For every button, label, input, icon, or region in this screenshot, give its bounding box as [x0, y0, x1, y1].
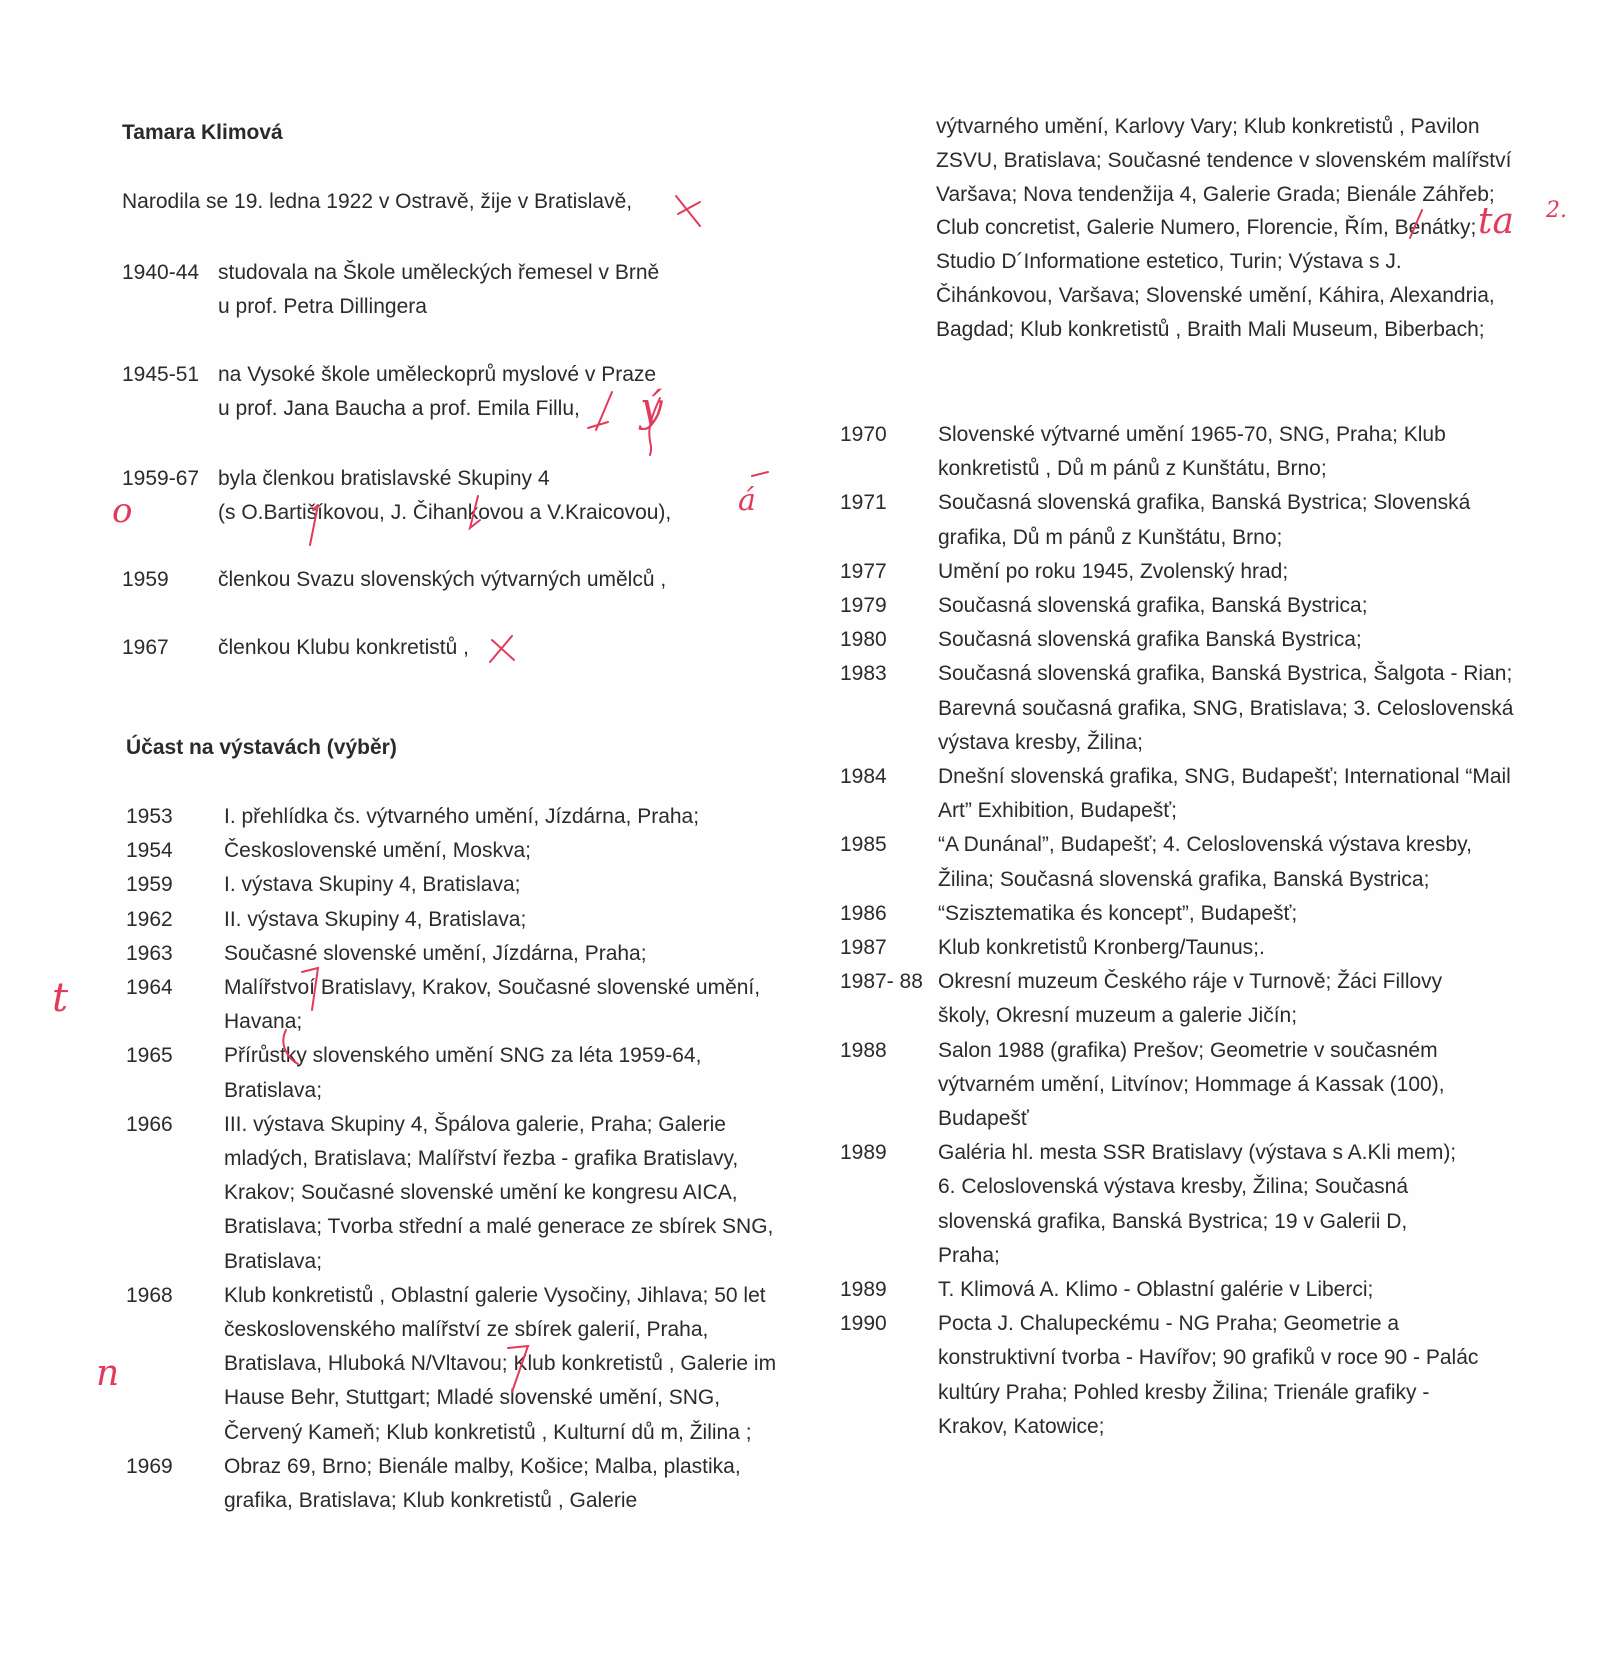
exhibition-row — [126, 937, 806, 971]
exhibition-year: 1969 — [126, 1454, 173, 1478]
exhibition-text: Československé umění, Moskva; — [224, 839, 531, 863]
exhibition-text: Umění po roku 1945, Zvolenský hrad; — [938, 559, 1289, 583]
exhibition-row — [840, 623, 1520, 657]
exhibition-year: 1987- 88 — [840, 970, 923, 994]
exhibition-row — [840, 555, 1520, 589]
exhibitions-right-list — [840, 418, 1520, 1444]
proof-note: á — [738, 483, 756, 518]
exhibitions-heading: Účast na výstavách (výběr) — [126, 736, 397, 759]
bio-text: studovala na Škole uměleckých řemesel v Brně — [218, 261, 660, 284]
exhibition-year: 1986 — [840, 901, 887, 925]
exhibition-row — [126, 903, 806, 937]
bio-year: 1967 — [122, 636, 169, 659]
exhibition-text: Přírůstky slovenského umění SNG za léta 1959-64, Bratislava; — [224, 1044, 702, 1102]
exhibition-year: 1968 — [126, 1283, 173, 1307]
exhibition-text: III. výstava Skupiny 4, Špálova galerie, Praha; Galerie mladých, Bratislava; Malířství řezba - grafika Bratislavy, Krakov; Současné slovenské umění ke kongresu AICA, Bratislava; Tvorba střední a malé generace ze sbírek SNG, Bratislava; — [224, 1112, 774, 1273]
exhibition-text: II. výstava Skupiny 4, Bratislava; — [224, 907, 527, 931]
exhibition-row — [840, 418, 1520, 486]
artist-name: Tamara Klimová — [122, 121, 283, 144]
exhibition-year: 1964 — [126, 976, 173, 1000]
bio-text: členkou Svazu slovenských výtvarných umělců , — [218, 568, 667, 591]
bio-entry — [122, 256, 742, 324]
exhibition-text: “Szisztematika és koncept”, Budapešť; — [938, 901, 1298, 925]
exhibition-text: Současná slovenská grafika, Banská Bystrica; — [938, 594, 1368, 618]
bio-entry — [122, 563, 742, 597]
proof-note: 2. — [1546, 198, 1567, 223]
exhibition-text: “A Dunánal”, Budapešť; 4. Celoslovenská výstava kresby, Žilina; Současná slovenská grafika, Banská Bystrica; — [938, 833, 1472, 891]
exhibition-row — [840, 1307, 1480, 1444]
exhibition-row — [126, 1108, 791, 1279]
exhibition-text: Současné slovenské umění, Jízdárna, Praha; — [224, 941, 647, 965]
exhibition-continuation: výtvarného umění, Karlovy Vary; Klub konkretistů , Pavilon ZSVU, Bratislava; Současné tendence v slovenském malířství Varšava; Nova tendenžija 4, Galerie Grada; Bienále Záhřeb; Club concretist, Galerie Numero, Florencie, Řím, Benátky; Studio D´Informatione estetico, Turin; Výstava s J. Čihánkovou, Varšava; Slovenské umění, Káhira, Alexandria, Bagdad; Klub konkretistů , Braith Mali Museum, Biberbach; — [936, 115, 1512, 341]
proof-note: n — [96, 1353, 120, 1394]
exhibition-row — [840, 657, 1520, 760]
bio-text-2: u prof. Jana Baucha a prof. Emila Fillu, — [218, 397, 580, 420]
exhibition-year: 1983 — [840, 662, 887, 686]
bio-text: členkou Klubu konkretistů , — [218, 636, 469, 659]
accent-mark-icon — [752, 472, 768, 476]
exhibition-text: Obraz 69, Brno; Bienále malby, Košice; Malba, plastika, grafika, Bratislava; Klub konkretistů , Galerie — [224, 1454, 741, 1513]
exhibition-text: Současná slovenská grafika, Banská Bystrica, Šalgota - Rian; Barevná současná grafika, SNG, Bratislava; 3. Celoslovenská výstava kresby, Žilina; — [938, 662, 1514, 754]
exhibition-row — [126, 1039, 766, 1107]
exhibition-year: 1989 — [840, 1278, 887, 1302]
bio-text-2: (s O.Bartišíkovou, J. Čihankovou a V.Kraicovou), — [218, 501, 672, 524]
exhibition-year: 1989 — [840, 1141, 887, 1165]
exhibition-text: Galéria hl. mesta SSR Bratislavy (výstava s A.Kli mem); 6. Celoslovenská výstava kresby, Žilina; Současná slovenská grafika, Banská Bystrica; 19 v Galerii D, Praha; — [938, 1141, 1457, 1267]
proof-note: ta — [1478, 201, 1514, 242]
bio-text: byla členkou bratislavské Skupiny 4 — [218, 467, 550, 490]
bio-year: 1945-51 — [122, 363, 200, 386]
exhibition-year: 1988 — [840, 1038, 887, 1062]
exhibition-text: Pocta J. Chalupeckému - NG Praha; Geometrie a konstruktivní tvorba - Havířov; 90 grafiků v roce 90 - Palác kultúry Praha; Pohled kresby Žilina; Trienále grafiky - Krakov, Katowice; — [938, 1312, 1479, 1438]
exhibition-row — [840, 1273, 1520, 1307]
exhibition-row — [126, 868, 806, 902]
bio-year: 1959 — [122, 568, 169, 591]
exhibition-text: Malířstvoí Bratislavy, Krakov, Současné slovenské umění, Havana; — [224, 976, 761, 1034]
exhibition-year: 1980 — [840, 628, 887, 652]
proof-note: o — [112, 491, 133, 531]
exhibition-text: Klub konkretistů , Oblastní galerie Vysočiny, Jihlava; 50 let československého malířství ze sbírek galerií, Praha, Bratislava, Hluboká N/Vltavou; Klub konkretistů , Galerie im Hause Behr, Stuttgart; Mladé slovenské umění, SNG, Červený Kameň; Klub konkretistů , Kulturní dů m, Žilina ; — [224, 1283, 777, 1444]
proof-note: ý — [640, 385, 663, 431]
exhibition-year: 1979 — [840, 594, 887, 618]
exhibition-year: 1990 — [840, 1312, 887, 1336]
intro-text: Narodila se 19. ledna 1922 v Ostravě, žije v Bratislavě, — [122, 190, 633, 213]
exhibition-row — [126, 1279, 796, 1450]
exhibition-text: Slovenské výtvarné umění 1965-70, SNG, Praha; Klub konkretistů , Dů m pánů z Kunštátu, Brno; — [938, 423, 1446, 481]
delete-mark-icon — [676, 196, 700, 226]
exhibition-row — [840, 589, 1520, 623]
exhibition-text: Současná slovenská grafika, Banská Bystrica; Slovenská grafika, Dů m pánů z Kunštátu, Brno; — [938, 491, 1471, 549]
bio-entry — [122, 462, 742, 530]
exhibition-text: I. přehlídka čs. výtvarného umění, Jízdárna, Praha; — [224, 805, 700, 828]
exhibition-text: Klub konkretistů Kronberg/Taunus;. — [938, 936, 1265, 960]
exhibition-row — [126, 800, 806, 834]
bio-year: 1940-44 — [122, 261, 200, 284]
exhibition-year: 1977 — [840, 559, 887, 583]
bio-entry — [122, 631, 742, 665]
exhibition-year: 1963 — [126, 941, 173, 965]
exhibition-year: 1984 — [840, 765, 887, 789]
exhibition-year: 1987 — [840, 936, 887, 960]
exhibition-row — [126, 1450, 796, 1518]
exhibitions-left-list — [126, 800, 806, 1518]
exhibition-year: 1962 — [126, 907, 173, 931]
proof-note: t — [52, 975, 69, 1021]
exhibition-row — [840, 486, 1520, 554]
exhibition-year: 1959 — [126, 873, 173, 897]
exhibition-text: Současná slovenská grafika Banská Bystrica; — [938, 628, 1362, 652]
exhibition-row — [840, 1136, 1460, 1273]
bio-text: na Vysoké škole uměleckoprů myslové v Praze — [218, 363, 657, 386]
exhibition-text: Salon 1988 (grafika) Prešov; Geometrie v současném výtvarném umění, Litvínov; Hommage á Kassak (100), Budapešť — [938, 1038, 1445, 1131]
bio-text-2: u prof. Petra Dillingera — [218, 295, 427, 318]
exhibition-year: 1954 — [126, 839, 173, 863]
exhibition-row — [840, 931, 1520, 965]
exhibition-row — [840, 965, 1480, 1033]
exhibition-year: 1953 — [126, 805, 173, 828]
exhibition-row — [126, 834, 806, 868]
exhibition-year: 1966 — [126, 1112, 173, 1136]
exhibition-row — [840, 1034, 1520, 1137]
exhibition-row — [840, 760, 1520, 828]
exhibition-row — [126, 971, 766, 1039]
bio-year: 1959-67 — [122, 467, 200, 490]
exhibition-text: Okresní muzeum Českého ráje v Turnově; Žáci Fillovy školy, Okresní muzeum a galerie Jičín; — [938, 970, 1443, 1028]
exhibition-year: 1965 — [126, 1044, 173, 1068]
exhibition-row — [840, 828, 1480, 896]
exhibition-year: 1971 — [840, 491, 887, 515]
exhibition-text: I. výstava Skupiny 4, Bratislava; — [224, 873, 521, 897]
exhibition-year: 1985 — [840, 833, 887, 857]
exhibition-row — [840, 897, 1520, 931]
exhibition-text: T. Klimová A. Klimo - Oblastní galérie v Liberci; — [938, 1278, 1374, 1302]
exhibition-year: 1970 — [840, 423, 887, 446]
exhibition-text: Dnešní slovenská grafika, SNG, Budapešť; International “Mail Art” Exhibition, Budapešť; — [938, 765, 1511, 823]
